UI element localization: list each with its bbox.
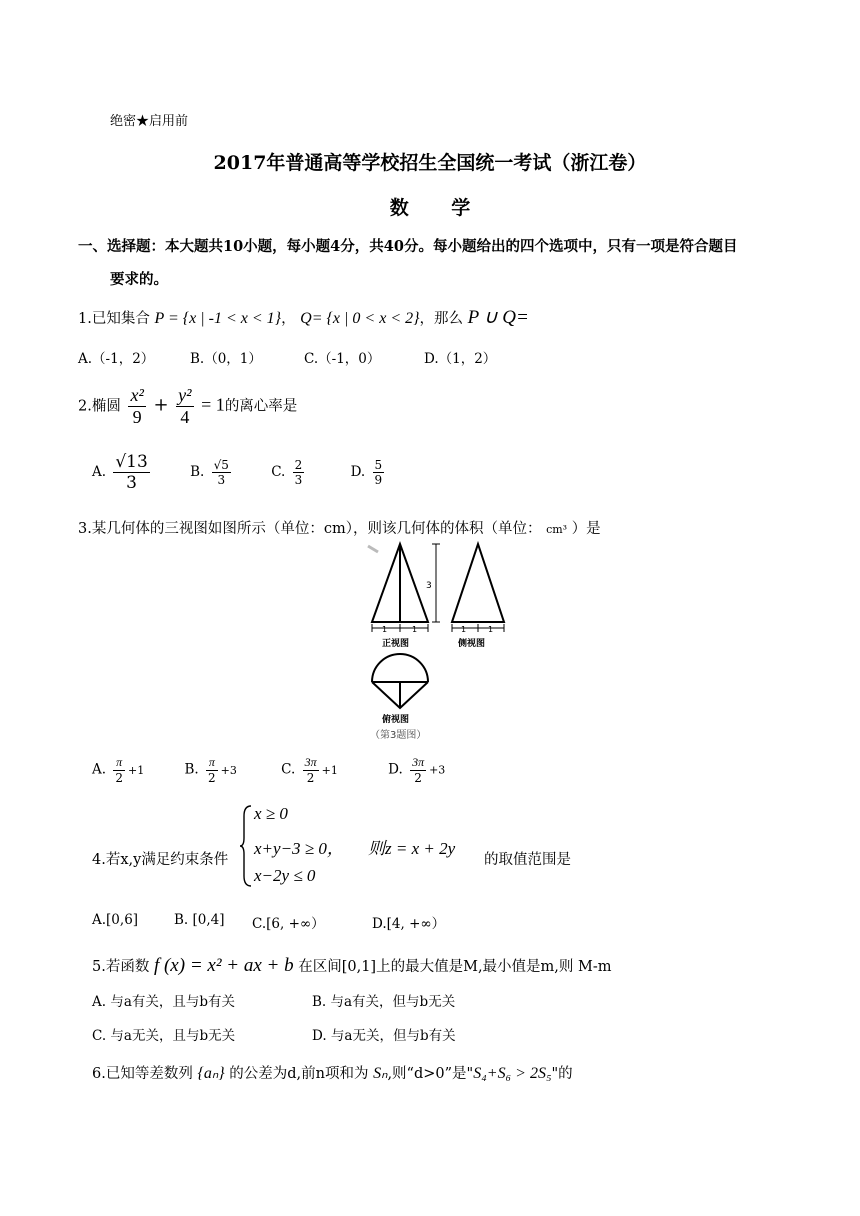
q6-condition: ,则“d>0”是" bbox=[387, 1066, 474, 1082]
q6-sequence: {aₙ} bbox=[197, 1065, 225, 1082]
q2-option-c-frac: $\frac{2}{3}$ bbox=[294, 458, 303, 487]
question-6 bbox=[92, 1062, 573, 1083]
q2-option-a-label: A. bbox=[92, 464, 107, 480]
q6-suffix: "的 bbox=[551, 1066, 573, 1082]
q4-constraint-1: x ≥ 0 bbox=[254, 804, 288, 823]
q6-inequality: S₄+S₆ > 2S₅ bbox=[473, 1065, 552, 1082]
question-2 bbox=[78, 385, 297, 428]
section-heading-cont: 要求的。 bbox=[110, 271, 168, 288]
q1-union: P ∪ Q= bbox=[467, 307, 529, 328]
q3-option-c-label: C. bbox=[281, 761, 296, 778]
q2-option-b-frac: $\frac{√5}{3}$ bbox=[213, 458, 229, 487]
q2-equals: = 1 bbox=[201, 394, 225, 415]
q1-set-p: P = {x | -1 < x < 1} bbox=[154, 310, 282, 327]
scan-mark bbox=[368, 546, 378, 552]
q2-option-a-frac: $\frac{√13}{3}$ bbox=[115, 452, 148, 493]
q3-options bbox=[92, 755, 445, 785]
q3-option-d-frac: $\frac{3\pi}{2}$ bbox=[412, 755, 425, 785]
q5-suffix: 在区间[0,1]上的最大值是M,最小值是m,则 M-m bbox=[298, 959, 612, 975]
q2-suffix: 的离心率是 bbox=[224, 398, 298, 415]
q2-options bbox=[92, 452, 387, 493]
q4-option-b: B. [0,4] bbox=[174, 912, 225, 928]
q6-mid: 的公差为d,前n项和为 bbox=[229, 1066, 369, 1082]
q4-objective: 则z = x + 2y bbox=[368, 839, 456, 858]
front-width-dimension bbox=[372, 624, 428, 632]
q3-three-view-figure bbox=[360, 538, 520, 748]
q3-unit: cm³ bbox=[546, 523, 568, 536]
q3-option-b-label: B. bbox=[184, 761, 199, 778]
side-dim-2: 1 bbox=[488, 625, 494, 634]
side-width-dimension bbox=[452, 624, 504, 632]
q1-comma: ， bbox=[281, 311, 296, 327]
q1-set-q: Q= {x | 0 < x < 2} bbox=[300, 310, 420, 327]
q1-option-c: C.（-1，0） bbox=[304, 351, 381, 367]
q1-option-b: B.（0，1） bbox=[190, 351, 262, 367]
q3-option-d-tail: +3 bbox=[429, 763, 446, 777]
q2-fraction-1: $\frac{\text{x²}}{9}$ bbox=[130, 385, 144, 427]
q2-option-d-label: D. bbox=[350, 464, 366, 480]
q5-option-a: A. 与a有关，且与b有关 bbox=[92, 994, 236, 1010]
q5-option-d: D. 与a无关，但与b有关 bbox=[312, 1028, 456, 1044]
front-dim-2: 1 bbox=[412, 625, 418, 634]
q5-function: f (x) = x² + ax + b bbox=[153, 955, 294, 976]
secret-label: 绝密★启用前 bbox=[110, 114, 189, 129]
q2-option-c-label: C. bbox=[271, 464, 286, 480]
figure-caption: （第3题图） bbox=[370, 730, 427, 741]
q1-option-d: D.（1，2） bbox=[424, 351, 497, 367]
exam-title: 2017年普通高等学校招生全国统一考试（浙江卷） bbox=[213, 152, 647, 174]
q4-constraint-3: x−2y ≤ 0 bbox=[254, 866, 316, 885]
q3-text-end: ）是 bbox=[571, 521, 601, 537]
q3-option-a-tail: +1 bbox=[127, 763, 145, 777]
question-3 bbox=[78, 517, 601, 538]
top-view-drawing bbox=[372, 654, 428, 708]
side-view-label: 侧视图 bbox=[458, 639, 486, 649]
q4-system-brace bbox=[240, 804, 252, 888]
q1-suffix: ，那么 bbox=[419, 311, 464, 327]
q6-prefix: 6.已知等差数列 bbox=[92, 1066, 193, 1082]
q2-plus: + bbox=[153, 394, 169, 416]
section-heading: 一、选择题：本大题共10小题，每小题4分，共40分。每小题给出的四个选项中，只有一项是符合题目 bbox=[78, 238, 738, 255]
q3-option-a-frac: $\frac{\pi}{2}$ bbox=[115, 755, 123, 785]
q4-prefix: 4.若x,y满足约束条件 bbox=[92, 852, 229, 868]
q3-text: 3.某几何体的三视图如图所示（单位：cm），则该几何体的体积（单位： bbox=[78, 521, 542, 537]
q2-option-b-label: B. bbox=[190, 464, 205, 480]
front-view-label: 正视图 bbox=[382, 639, 410, 649]
q4-constraint-2: x+y−3 ≥ 0， bbox=[254, 839, 344, 858]
q2-fraction-2: $\frac{\text{y²}}{4}$ bbox=[178, 385, 192, 427]
q3-option-c-frac: $\frac{3\pi}{2}$ bbox=[304, 755, 317, 785]
q3-option-d-label: D. bbox=[388, 761, 403, 778]
height-dimension bbox=[432, 544, 440, 622]
q4-option-c: C.[6, +∞） bbox=[252, 916, 325, 932]
side-dim-1: 1 bbox=[461, 625, 467, 634]
q5-option-b: B. 与a有关，但与b无关 bbox=[312, 994, 456, 1010]
q3-option-a-label: A. bbox=[92, 761, 107, 778]
q4-option-d: D.[4, +∞） bbox=[372, 916, 446, 932]
q2-prefix: 2.椭圆 bbox=[78, 398, 121, 415]
q4-suffix: 的取值范围是 bbox=[484, 852, 571, 868]
question-1 bbox=[78, 306, 529, 329]
question-5 bbox=[92, 955, 612, 977]
q1-prefix: 1.已知集合 bbox=[78, 311, 150, 327]
q4-option-a: A.[0,6] bbox=[92, 912, 139, 928]
q2-option-d-frac: $\frac{5}{9}$ bbox=[374, 458, 383, 487]
q3-option-b-frac: $\frac{\pi}{2}$ bbox=[208, 755, 216, 785]
q6-sn: Sₙ bbox=[373, 1065, 388, 1082]
height-label: 3 bbox=[426, 581, 432, 591]
q5-option-c: C. 与a无关，且与b无关 bbox=[92, 1028, 236, 1044]
side-view-drawing bbox=[452, 544, 504, 622]
q5-prefix: 5.若函数 bbox=[92, 959, 150, 975]
top-view-label: 俯视图 bbox=[382, 715, 410, 725]
subject-title: 数 学 bbox=[389, 197, 489, 219]
q1-option-a: A.（-1，2） bbox=[78, 351, 155, 367]
front-dim-1: 1 bbox=[382, 625, 388, 634]
q3-option-c-tail: +1 bbox=[321, 763, 338, 777]
q3-option-b-tail: +3 bbox=[220, 763, 237, 777]
front-view-drawing bbox=[372, 544, 428, 622]
